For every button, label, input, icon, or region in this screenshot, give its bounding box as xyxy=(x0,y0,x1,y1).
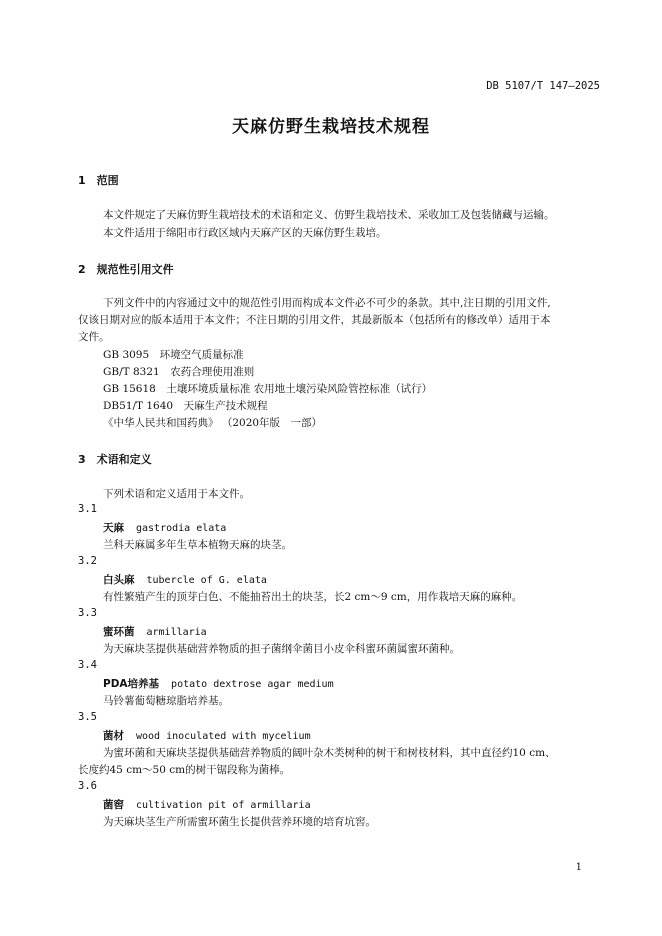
term-definition: 为天麻块茎生产所需蜜环菌生长提供营养环境的培育坑窖。 xyxy=(103,816,376,828)
section-heading-scope: 1 范围 xyxy=(78,174,119,187)
term-name: 天麻 xyxy=(103,522,124,534)
document-number: DB 5107/T 147—2025 xyxy=(486,80,600,92)
term-definition: 为天麻块茎提供基础营养物质的担子菌纲伞菌目小皮伞科蜜环菌属蜜环菌种。 xyxy=(103,643,460,655)
reference-item: GB 15618 土壤环境质量标准 农用地土壤污染风险管控标准（试行） xyxy=(103,383,433,395)
term-name: 蜜环菌 xyxy=(103,626,135,638)
term-name: 菌窖 xyxy=(103,799,124,811)
page-number: 1 xyxy=(575,862,582,873)
term-definition: 马铃薯葡萄糖琼脂培养基。 xyxy=(103,695,229,707)
term-english: tubercle of G. elata xyxy=(146,575,267,586)
term-number: 3.1 xyxy=(78,503,97,515)
term-entry xyxy=(103,624,207,639)
paragraph: 本文件规定了天麻仿野生栽培技术的术语和定义、仿野生栽培技术、采收加工及包装储藏与运输。 xyxy=(103,209,555,221)
paragraph: 仅该日期对应的版本适用于本文件；不注日期的引用文件，其最新版本（包括所有的修改单）适用于本 xyxy=(78,314,551,326)
term-entry xyxy=(103,572,267,587)
term-definition: 为蜜环菌和天麻块茎提供基础营养物质的阔叶杂木类树种的树干和树枝材料，其中直径约10 cm、 xyxy=(103,747,556,759)
term-entry xyxy=(103,728,311,743)
paragraph: 文件。 xyxy=(78,331,110,343)
term-english: wood inoculated with mycelium xyxy=(136,731,311,742)
reference-item: 《中华人民共和国药典》 （2020年版 一部） xyxy=(103,417,323,429)
term-english: armillaria xyxy=(146,627,207,638)
term-definition: 长度约45 cm～50 cm的树干锯段称为菌棒。 xyxy=(78,764,291,776)
reference-item: GB 3095 环境空气质量标准 xyxy=(103,349,244,361)
term-number: 3.3 xyxy=(78,607,97,619)
term-entry xyxy=(103,797,311,812)
reference-item: GB/T 8321 农药合理使用准则 xyxy=(103,366,255,378)
term-name: 白头麻 xyxy=(103,574,135,586)
term-name: 菌材 xyxy=(103,730,124,742)
document-title: 天麻仿野生栽培技术规程 xyxy=(232,117,430,137)
term-name: PDA培养基 xyxy=(103,678,160,690)
term-english: cultivation pit of armillaria xyxy=(136,800,311,811)
term-definition: 有性繁殖产生的顶芽白色、不能抽苔出土的块茎，长2 cm～9 cm，用作栽培天麻的麻种。 xyxy=(103,591,523,603)
term-number: 3.6 xyxy=(78,780,97,792)
section-heading-terms: 3 术语和定义 xyxy=(78,453,152,466)
reference-item: DB51/T 1640 天麻生产技术规程 xyxy=(103,400,268,412)
term-english: gastrodia elata xyxy=(136,523,227,534)
term-number: 3.5 xyxy=(78,711,97,723)
term-number: 3.4 xyxy=(78,659,97,671)
section-heading-normative-references: 2 规范性引用文件 xyxy=(78,263,174,276)
paragraph: 下列文件中的内容通过文中的规范性引用而构成本文件必不可少的条款。其中,注日期的引用文件, xyxy=(103,297,551,309)
term-entry xyxy=(103,676,334,691)
term-entry xyxy=(103,520,226,535)
term-english: potato dextrose agar medium xyxy=(171,679,334,690)
term-number: 3.2 xyxy=(78,555,97,567)
paragraph: 下列术语和定义适用于本文件。 xyxy=(103,488,250,500)
term-definition: 兰科天麻属多年生草本植物天麻的块茎。 xyxy=(103,539,292,551)
paragraph: 本文件适用于绵阳市行政区域内天麻产区的天麻仿野生栽培。 xyxy=(103,227,387,239)
